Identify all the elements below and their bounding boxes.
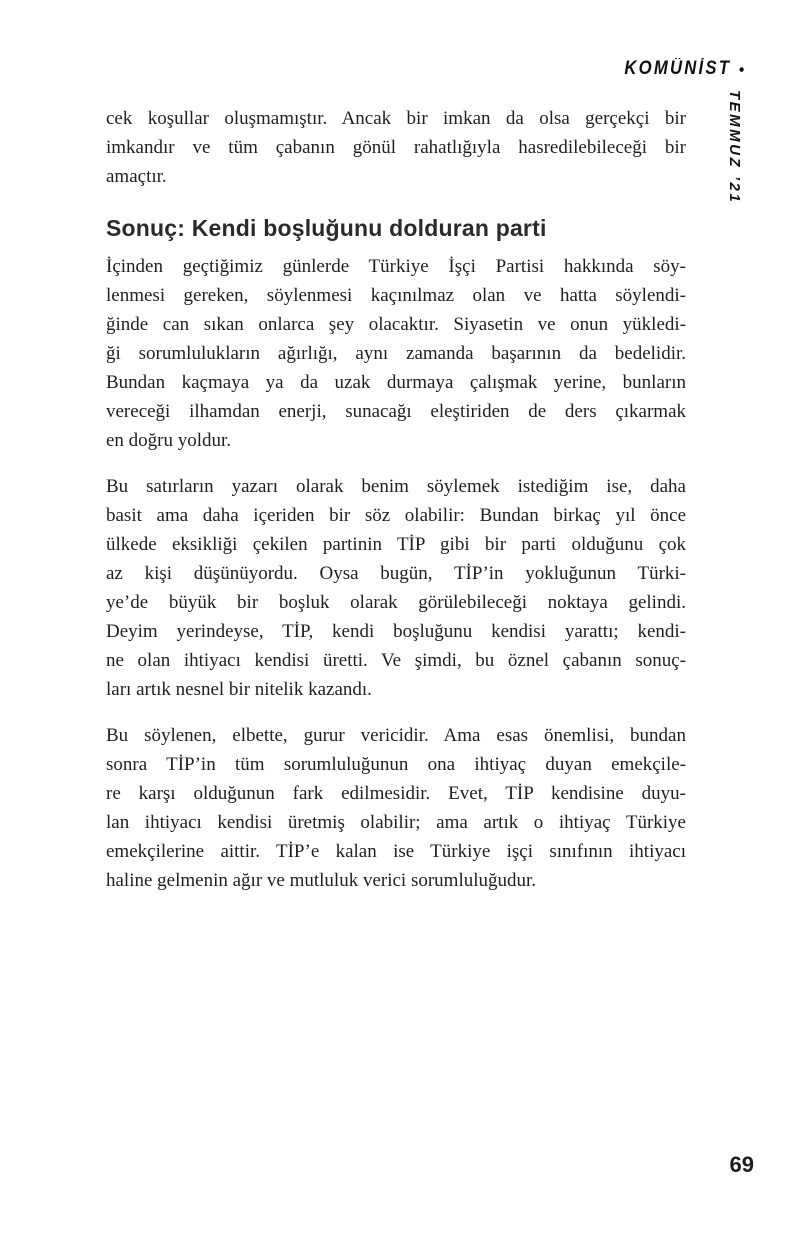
section-heading: Sonuç: Kendi boşluğunu dolduran parti	[106, 215, 547, 241]
text-line: vereceği ilhamdan enerji, sunacağı eleştiriden de ders çıkarmak	[106, 401, 686, 422]
magazine-title: KOMÜNİST	[624, 58, 731, 79]
text-line: cek koşullar oluşmamıştır. Ancak bir imkan da olsa gerçekçi bir	[106, 108, 686, 129]
paragraph	[106, 472, 686, 704]
text-line: lan ihtiyacı kendisi üretmiş olabilir; ama artık o ihtiyaç Türkiye	[106, 812, 686, 833]
text-line: az kişi düşünüyordu. Oysa bugün, TİP’in yokluğunun Türki-	[106, 563, 686, 584]
text-line: Bundan kaçmaya ya da uzak durmaya çalışmak yerine, bunların	[106, 372, 686, 393]
text-line: sonra TİP’in tüm sorumluluğunun ona ihtiyaç duyan emekçile-	[106, 754, 686, 775]
text-line: imkandır ve tüm çabanın gönül rahatlığıyla hasredilebileceği bir	[106, 137, 686, 158]
issue-label: TEMMUZ ’21	[726, 90, 743, 205]
text-line: haline gelmenin ağır ve mutluluk verici sorumluluğudur.	[106, 870, 537, 891]
text-line: ne olan ihtiyacı kendisi üretti. Ve şimdi, bu öznel çabanın sonuç-	[106, 650, 686, 671]
text-line: İçinden geçtiğimiz günlerde Türkiye İşçi Partisi hakkında söy-	[106, 256, 686, 277]
paragraph	[106, 721, 686, 895]
paragraph	[106, 104, 686, 191]
text-line: ülkede eksikliği çekilen partinin TİP gibi bir parti olduğunu çok	[106, 534, 686, 555]
text-line: lenmesi gereken, söylenmesi kaçınılmaz olan ve hatta söylendi-	[106, 285, 686, 306]
text-line: emekçilerine aittir. TİP’e kalan ise Türkiye işçi sınıfının ihtiyacı	[106, 841, 686, 862]
text-line: Deyim yerindeyse, TİP, kendi boşluğunu kendisi yarattı; kendi-	[106, 621, 686, 642]
text-line: ye’de büyük bir boşluk olarak görülebileceği noktaya gelindi.	[106, 592, 686, 613]
masthead-bullet-icon: •	[738, 59, 744, 79]
article-body	[106, 104, 686, 912]
masthead	[624, 58, 744, 80]
paragraph	[106, 252, 686, 455]
page-number: 69	[729, 1152, 754, 1177]
text-line: Bu söylenen, elbette, gurur vericidir. Ama esas önemlisi, bundan	[106, 725, 686, 746]
text-line: en doğru yoldur.	[106, 430, 232, 451]
text-line: ğinde can sıkan onlarca şey olacaktır. Siyasetin ve onun yükledi-	[106, 314, 686, 335]
text-line: amaçtır.	[106, 166, 167, 187]
text-line: Bu satırların yazarı olarak benim söylemek istediğim ise, daha	[106, 476, 686, 497]
text-line: basit ama daha içeriden bir söz olabilir: Bundan birkaç yıl önce	[106, 505, 686, 526]
text-line: ği sorumlulukların ağırlığı, aynı zamanda başarının da bedelidir.	[106, 343, 686, 364]
text-line: ları artık nesnel bir nitelik kazandı.	[106, 679, 372, 700]
text-line: re karşı olduğunun fark edilmesidir. Evet, TİP kendisine duyu-	[106, 783, 686, 804]
